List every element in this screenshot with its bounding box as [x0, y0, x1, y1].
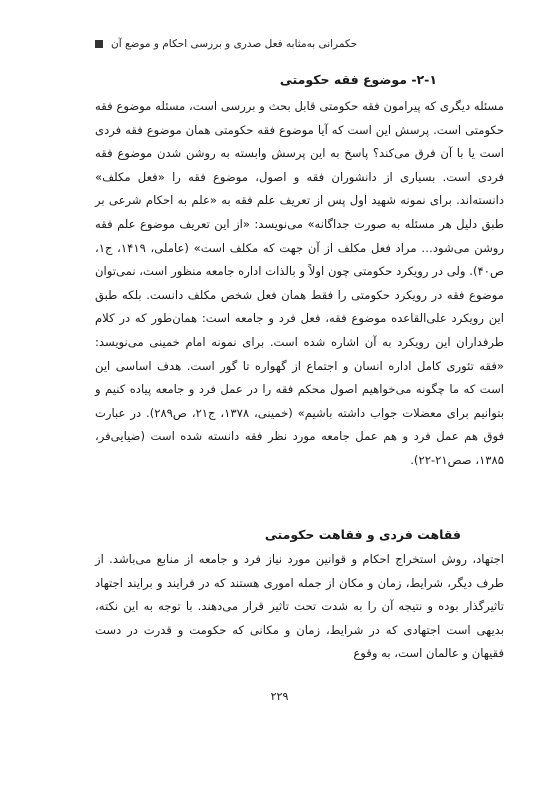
running-title: حکمرانی به‌مثابه فعل صدری و بررسی احکام و موضع آن [111, 38, 358, 50]
page-number: ۲۲۹ [270, 690, 289, 703]
section-heading-2: فقاهت فردی و فقاهت حکومتی [264, 527, 461, 542]
section-1-paragraph: مسئله دیگری که پیرامون فقه حکومتی قابل بحث و بررسی است، مسئله موضوع فقه حکومتی است. پرسش این است که آیا موضوع فقه حکومتی همان موضوع فقه فردی است یا با آن فرق می‌کند؟ پاسخ به این پرسش وابسته به روشن شدن موضوع فقه فردی است. بسیاری از دانشوران فقه و اصول، موضوع فقه را «فعل مکلف» دانسته‌اند. برای نمونه شهید اول پس از تعریف علم فقه به «علم به احکام شرعی بر طبق دلیل هر مسئله به صورت جداگانه» می‌نویسد: «از این تعریف موضوع علم فقه روشن می‌شود… مراد فعل مکلف از آن جهت که مکلف است» (عاملی، ۱۴۱۹، ج۱، ص۴۰). ولی در رویکرد حکومتی چون اولاً و بالذات اداره جامعه منظور است، نمی‌توان موضوع فقه در رویکرد حکومتی را فقط همان فعل شخص مکلف دانست. بلکه طبق این رویکرد علی‌القاعده موضوع فقه، فعل فرد و جامعه است: همان‌طور که در کلام طرفداران این رویکرد به آن اشاره شده است. برای نمونه امام خمینی می‌نویسد: «فقه تئوری کامل اداره انسان و اجتماع از گهواره تا گور است. هدف اساسی این است که ما چگونه می‌خواهیم اصول محکم فقه را در عمل فرد و جامعه پیاده کنیم و بتوانیم برای معضلات جواب داشته باشیم» (خمینی، ۱۳۷۸، ج۲۱، ص۲۸۹). در عبارت فوق هم عمل فرد و هم عمل جامعه مورد نظر فقه دانسته شده است (ضیایی‌فر، ۱۳۸۵، صص۲۱-۲۲). [95, 99, 504, 467]
section-heading-1: ۲-۱- موضوع فقه حکومتی [279, 72, 437, 87]
section-2-paragraph: اجتهاد، روش استخراج احکام و قوانین مورد نیاز فرد و جامعه از منابع می‌باشد. از طرف دیگر، شرایط، زمان و مکان از جمله اموری هستند که در فرایند و برایند اجتهاد تاثیرگذار بوده و نتیجه آن را به شدت تحت تاثیر قرار می‌دهند. با توجه به این نکته، بدیهی است اجتهادی که در شرایط، زمان و مکانی که حکومت و قدرت در دست فقیهان و عالمان است، به وقوع [95, 552, 504, 661]
header-square-icon [95, 40, 103, 48]
running-header [95, 34, 509, 54]
